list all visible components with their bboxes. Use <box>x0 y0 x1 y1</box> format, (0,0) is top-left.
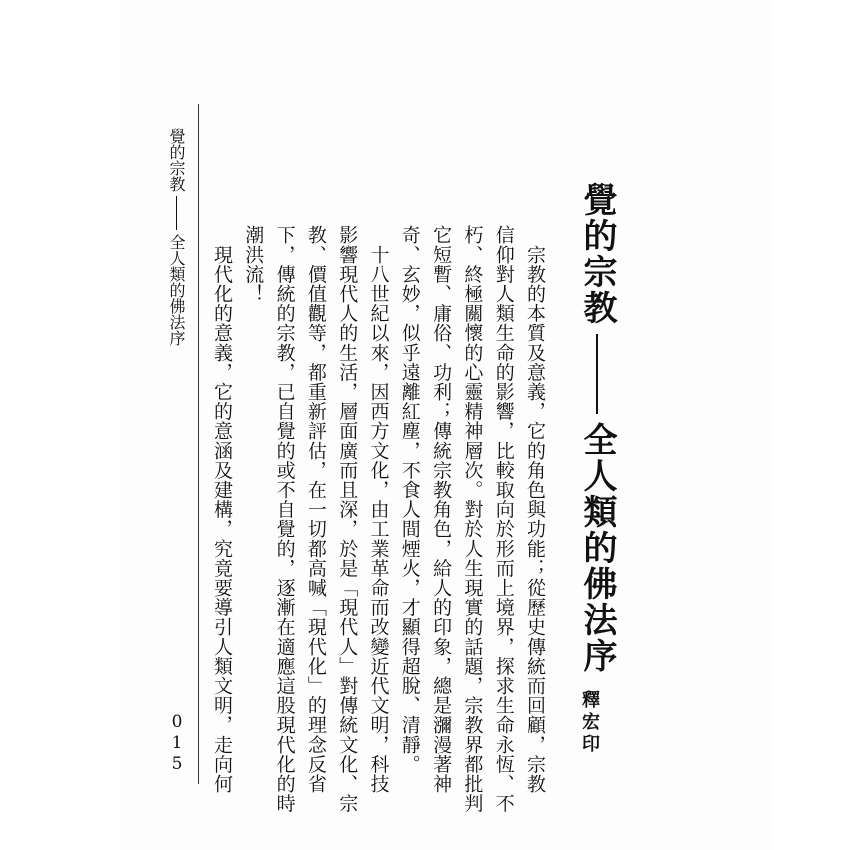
body-line: 下，傳統的宗教，已自覺的或不自覺的，逐漸在適應這股現代化的時 <box>273 225 296 813</box>
body-line: 影響現代人的生活，層面廣而且深，於是「現代人」對傳統文化、宗 <box>336 225 359 813</box>
body-line: 奇、玄妙，似乎遠離紅塵，不食人間煙火，才顯得超脫、清靜。 <box>398 225 421 774</box>
body-line: 信仰對人類生命的影響，比較取向於形而上境界，探求生命永恆、不 <box>492 225 515 813</box>
page-number: 015 <box>167 712 187 775</box>
body-line: 宗教的本質及意義，它的角色與功能；從歷史傳統而回顧，宗教 <box>524 225 546 794</box>
header-divider <box>198 104 199 784</box>
article-author: 釋宏印 <box>579 690 600 756</box>
body-line: 潮洪流！ <box>242 225 265 304</box>
article-title <box>577 182 617 674</box>
body-line: 教、價值觀等，都重新評估，在一切都高喊「現代化」的理念反省 <box>304 225 327 794</box>
article-title-part2: 全人類的佛法序 <box>577 422 617 674</box>
running-header-dash <box>176 196 177 230</box>
running-header <box>168 128 184 346</box>
body-line: 朽、終極關懷的心靈精神層次。對於人生現實的話題，宗教界都批判 <box>461 225 484 813</box>
running-header-title-part2: 全人類的佛法序 <box>167 234 186 346</box>
article-title-part1: 覺的宗教 <box>577 182 617 326</box>
body-line: 現代化的意義，它的意涵及建構，究竟要導引人類文明，走向何 <box>211 225 233 794</box>
title-dash <box>596 334 598 414</box>
body-line: 它短暫、庸俗、功利；傳統宗教角色，給人的印象，總是瀰漫著神 <box>430 225 453 794</box>
body-line: 十八世紀以來，因西方文化，由工業革命而改變近代文明，科技 <box>367 225 390 794</box>
running-header-title-part1: 覺的宗教 <box>167 128 186 192</box>
